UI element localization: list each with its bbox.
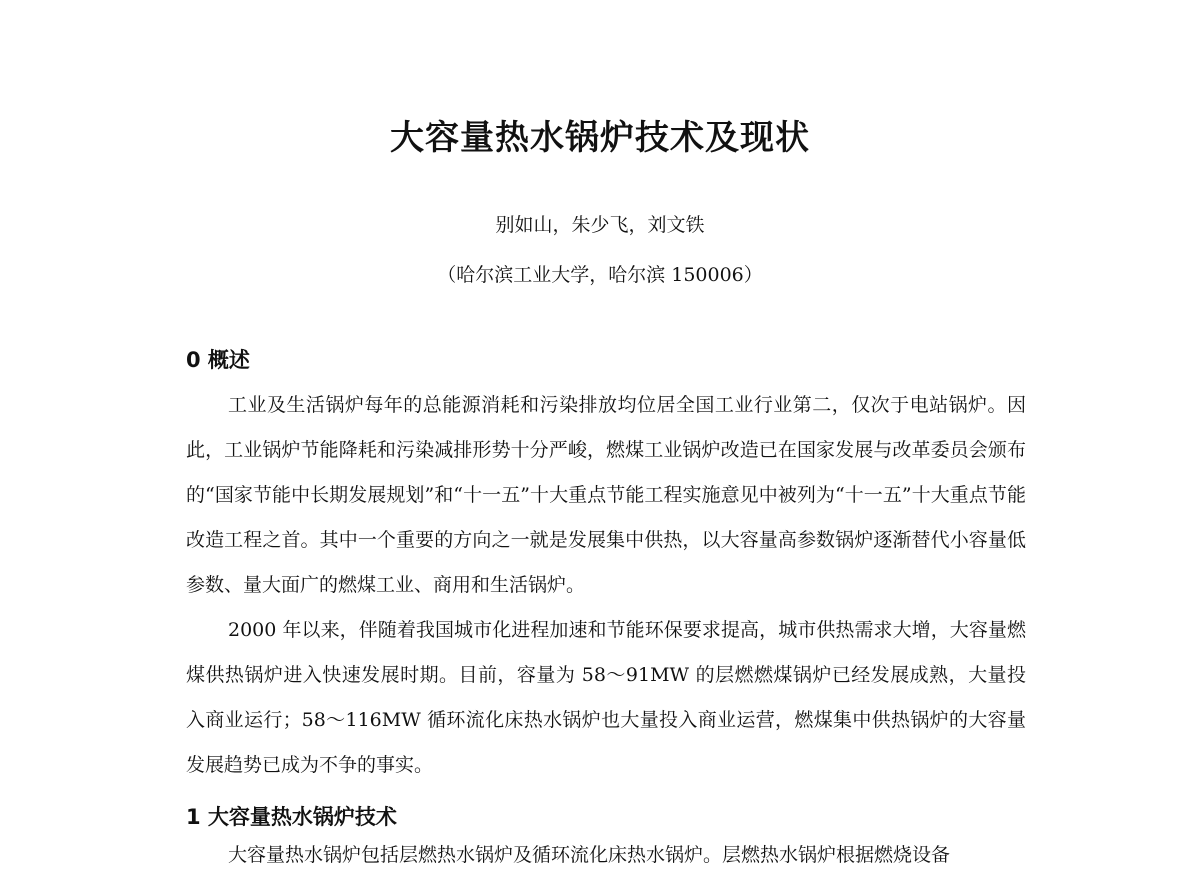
author-list: 别如山，朱少飞，刘文铁: [495, 214, 705, 236]
affiliation: （哈尔滨工业大学，哈尔滨 150006）: [437, 264, 763, 286]
paragraph: 2000 年以来，伴随着我国城市化进程加速和节能环保要求提高，城市供热需求大增，大容量燃煤供热锅炉进入快速发展时期。目前，容量为 58～91MW 的层燃燃煤锅炉已经发展成熟，大量投入商业运行；58～116MW 循环流化床热水锅炉也大量投入商业运营，燃煤集中供热锅炉的大容量发展趋势已成为不争的事实。: [186, 619, 1026, 776]
paragraph: 大容量热水锅炉包括层燃热水锅炉及循环流化床热水锅炉。层燃热水锅炉根据燃烧设备: [228, 844, 951, 866]
paragraph: 工业及生活锅炉每年的总能源消耗和污染排放均位居全国工业行业第二，仅次于电站锅炉。因此，工业锅炉节能降耗和污染减排形势十分严峻，燃煤工业锅炉改造已在国家发展与改革委员会颁布的“国家节能中长期发展规划”和“十一五”十大重点节能工程实施意见中被列为“十一五”十大重点节能改造工程之首。其中一个重要的方向之一就是发展集中供热，以大容量高参数锅炉逐渐替代小容量低参数、量大面广的燃煤工业、商用和生活锅炉。: [186, 394, 1026, 596]
paper-title: 大容量热水锅炉技术及现状: [390, 118, 810, 158]
section-heading-technology: 1 大容量热水锅炉技术: [186, 805, 397, 829]
section-heading-overview: 0 概述: [186, 348, 250, 372]
